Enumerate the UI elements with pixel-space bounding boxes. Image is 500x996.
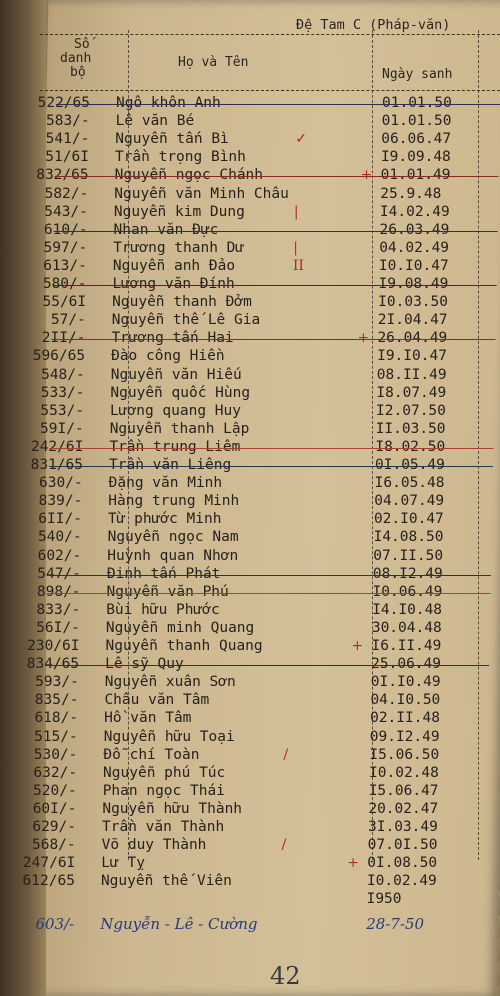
table-row — [0, 329, 495, 347]
student-name: Bùi hữu Phước — [106, 601, 220, 618]
table-row — [0, 890, 485, 908]
student-name: Nguyễn minh Quang — [105, 619, 255, 636]
registration-number: 596/65 — [32, 348, 86, 365]
registration-number: 632/- — [33, 764, 78, 781]
table-row — [0, 601, 490, 619]
birth-date: I8.07.49 — [376, 384, 447, 401]
student-name: Lê văn Bé — [115, 113, 195, 130]
header-bottom-rule — [40, 90, 500, 91]
birth-date: 04.07.49 — [374, 493, 445, 510]
student-name: Trần văn Thành — [102, 819, 225, 835]
student-name: Nguyễn văn Hiếu — [110, 366, 242, 383]
student-name: Ngô khôn Anh — [116, 95, 221, 111]
registration-number: 242/6I — [30, 438, 84, 455]
birth-date: 04.02.49 — [379, 239, 450, 256]
header-top-rule — [40, 34, 500, 35]
table-row — [0, 528, 492, 546]
registration-number: 898/- — [36, 583, 81, 600]
birth-date: 08.II.49 — [376, 366, 447, 383]
student-name: Nguyễn văn Minh Châu — [114, 185, 289, 202]
table-row — [0, 637, 490, 655]
registration-number: 613/- — [43, 257, 87, 274]
table-row — [0, 275, 497, 293]
table-row — [0, 130, 499, 148]
student-name: Nguyễn tấn Bì — [115, 131, 229, 148]
table-row — [0, 148, 499, 166]
student-name: Lê sỹ Quy — [105, 656, 184, 673]
registration-number: 834/65 — [26, 656, 80, 673]
registration-number: 530/- — [33, 746, 78, 763]
birth-date: 02.I0.47 — [373, 511, 444, 528]
registration-number: 580/- — [42, 276, 87, 292]
birth-date: 01.01.49 — [380, 167, 451, 184]
table-row — [0, 728, 488, 746]
birth-date: 07.0I.50 — [367, 837, 438, 854]
strike-through-line — [51, 339, 495, 340]
table-row — [0, 203, 498, 221]
registration-number: 533/- — [40, 384, 85, 401]
birth-date: 09.I2.49 — [369, 728, 440, 745]
student-name: Châu văn Tâm — [104, 692, 210, 709]
student-name: Trần văn Liêng — [109, 457, 232, 473]
birth-date: 26.03.49 — [379, 221, 450, 238]
birth-date: I0.03.50 — [378, 294, 448, 311]
table-row — [0, 221, 498, 239]
strike-through-line — [56, 104, 500, 105]
registration-number: 230/6I — [27, 638, 80, 654]
birth-date: 25.06.49 — [371, 656, 441, 673]
student-name: Lương quang Huy — [110, 402, 242, 419]
student-name: Huỳnh quan Nhơn — [107, 547, 239, 564]
student-name: Lư Tỵ — [101, 855, 145, 872]
birth-date: 0I.I0.49 — [370, 674, 441, 691]
birth-date: I6.05.48 — [374, 475, 445, 492]
class-title: Đệ Tam C (Pháp-văn) — [296, 17, 451, 33]
table-row — [0, 782, 487, 800]
header-bo: bộ — [70, 65, 86, 80]
table-row — [0, 565, 491, 583]
birth-date: I4.I0.48 — [372, 601, 443, 618]
table-row — [0, 185, 498, 203]
registration-number: 57/- — [50, 312, 86, 329]
student-name: Nguyễn hữu Thành — [102, 800, 243, 817]
table-row — [0, 94, 500, 112]
table-row — [0, 402, 494, 420]
table-row — [0, 257, 497, 275]
strike-through-line — [49, 466, 493, 467]
student-name: Đào công Hiền — [111, 348, 225, 365]
registration-number: 515/- — [34, 728, 78, 745]
registration-number: 59I/- — [40, 420, 84, 437]
student-name: Trần trọng Bình — [114, 149, 246, 166]
birth-date: 2I.04.47 — [377, 312, 448, 329]
strike-through-line — [54, 231, 498, 232]
registration-number: 543/- — [44, 203, 88, 220]
table-row — [0, 800, 486, 818]
table-row — [0, 474, 493, 492]
red-check-mark: / — [283, 746, 289, 763]
birth-date: 3I.03.49 — [368, 819, 438, 835]
birth-date: I0.06.49 — [372, 583, 443, 600]
table-row — [0, 583, 491, 601]
birth-date: I6.II.49 — [371, 638, 442, 654]
birth-date: 04.I0.50 — [370, 692, 441, 709]
strike-through-line — [47, 575, 491, 576]
red-check-mark: ✓ — [295, 131, 308, 148]
registration-number: 540/- — [37, 529, 82, 546]
table-row — [0, 836, 486, 854]
table-row — [0, 239, 497, 257]
student-name: Nguyễn kim Dung — [113, 203, 245, 220]
birth-date: I0.02.48 — [369, 764, 439, 781]
student-name: Nguyễn anh Đảo — [112, 257, 236, 274]
table-row — [0, 366, 495, 384]
birth-date: II.03.50 — [375, 420, 446, 437]
student-name: Trương thanh Dư — [113, 239, 245, 256]
registration-number: 568/- — [31, 837, 76, 854]
registration-number: 603/- — [35, 914, 75, 933]
birth-date: 26.04.49 — [377, 330, 448, 347]
table-row — [0, 112, 500, 130]
registration-number: 831/65 — [30, 457, 83, 473]
red-plus-mark: + — [351, 638, 364, 654]
birth-date: 20.02.47 — [368, 800, 439, 817]
student-name: Nguyễn thanh Lập — [109, 420, 250, 437]
registration-number: 630/- — [38, 475, 83, 492]
birth-date: 25.9.48 — [380, 185, 442, 202]
registration-number: 56I/- — [36, 619, 80, 636]
birth-date: 02.II.48 — [370, 710, 440, 727]
registration-number: 597/- — [43, 239, 88, 256]
birth-date: 01.01.50 — [381, 113, 452, 130]
table-row — [0, 438, 493, 456]
birth-date: 06.06.47 — [381, 131, 452, 148]
table-row — [0, 510, 492, 528]
birth-date: I9.I0.47 — [377, 348, 447, 365]
red-check-mark: / — [281, 837, 287, 854]
table-row — [0, 818, 486, 836]
table-row — [0, 655, 489, 673]
table-row — [0, 915, 484, 933]
table-row — [0, 293, 496, 311]
table-row — [0, 384, 494, 402]
student-name: Nguyễn quốc Hùng — [110, 384, 251, 401]
birth-date: I4.08.50 — [373, 529, 444, 546]
table-row — [0, 691, 488, 709]
registration-number: 2II/- — [41, 330, 86, 347]
student-name: Phan ngọc Thái — [102, 782, 225, 799]
registration-number: 583/- — [45, 113, 90, 130]
red-check-mark: II — [292, 257, 304, 274]
registration-number: 51/6I — [45, 149, 89, 166]
birth-date: 08.I2.49 — [372, 565, 443, 582]
registration-number: 582/- — [44, 185, 89, 202]
student-name: Nguyễn ngọc Chánh — [114, 167, 264, 184]
birth-date: I0.02.49 — [366, 873, 437, 890]
registration-number: 602/- — [37, 547, 82, 564]
table-row — [0, 456, 493, 474]
birth-date: I5.06.47 — [368, 782, 439, 799]
registration-number: 593/- — [35, 674, 79, 691]
student-name: Nguyễn thế Viên — [100, 873, 232, 890]
student-name: Nguyễn văn Phú — [106, 583, 229, 600]
table-row — [0, 347, 495, 365]
registration-number: 612/65 — [22, 873, 75, 890]
table-row — [0, 492, 492, 510]
table-row — [0, 746, 487, 764]
red-plus-mark: + — [347, 855, 360, 872]
table-row — [0, 311, 496, 329]
student-name: Hàng trung Minh — [108, 493, 240, 510]
table-row — [0, 166, 499, 184]
student-name: Đặng văn Minh — [108, 475, 223, 492]
registration-number: 610/- — [43, 221, 88, 238]
birth-date: I0.I0.47 — [378, 257, 449, 274]
birth-date: I4.02.49 — [379, 203, 450, 220]
strike-through-line — [45, 665, 489, 666]
student-name: Võ duy Thành — [101, 837, 207, 854]
table-row — [0, 420, 494, 438]
student-name: Đỗ chí Toàn — [103, 746, 200, 763]
registration-number: 522/65 — [37, 95, 90, 111]
student-name: Lương văn Đính — [112, 276, 235, 292]
birth-date: 07.II.50 — [373, 547, 444, 564]
birth-date: 0I.05.49 — [375, 457, 445, 473]
student-name: Nguyễn hữu Toại — [103, 728, 235, 745]
table-row — [0, 619, 490, 637]
registration-number: 547/- — [37, 565, 81, 582]
birth-date: 01.01.50 — [382, 95, 452, 111]
table-row — [0, 709, 488, 727]
registration-number: 520/- — [33, 782, 77, 799]
student-name: Nguyễn phú Túc — [103, 764, 226, 781]
header-so: Số — [74, 37, 90, 52]
registration-number: 839/- — [38, 493, 83, 510]
red-check-mark: | — [293, 203, 299, 220]
strike-through-line — [49, 448, 493, 449]
header-dob: Ngày sanh — [382, 67, 453, 82]
student-name: Từ phước Minh — [107, 511, 222, 528]
table-row — [0, 764, 487, 782]
registration-number: 60I/- — [32, 800, 77, 817]
student-name: Nguyễn thanh Quang — [105, 638, 263, 654]
registration-number: 541/- — [45, 131, 90, 148]
birth-date: 28-7-50 — [366, 914, 425, 933]
student-name: Nguyễn ngọc Nam — [107, 529, 239, 546]
registration-number: 833/- — [36, 601, 81, 618]
student-name: Đinh tấn Phát — [106, 565, 221, 582]
header-danh: danh — [60, 51, 92, 66]
registration-number: 835/- — [34, 692, 79, 709]
birth-date: I950 — [366, 891, 402, 908]
registration-number: 629/- — [32, 819, 76, 835]
student-name: Nhan văn Đực — [113, 221, 219, 238]
birth-date: I9.08.49 — [378, 276, 449, 292]
table-row — [0, 673, 489, 691]
strike-through-line — [55, 176, 499, 177]
student-name: Hồ văn Tâm — [104, 710, 192, 727]
page-number: 42 — [270, 962, 301, 990]
student-name: Nguyễn thế Lê Gia — [111, 312, 261, 329]
student-name: Nguyễn - Lê - Cường — [100, 914, 258, 933]
student-name: Nguyễn thanh Đởm — [112, 294, 252, 311]
birth-date: I8.02.50 — [375, 438, 446, 455]
birth-date: I5.06.50 — [369, 746, 440, 763]
table-row — [0, 872, 485, 890]
red-check-mark: | — [293, 239, 298, 256]
registration-number: 6II/- — [38, 511, 82, 528]
red-plus-mark: + — [357, 330, 370, 347]
birth-date: 30.04.48 — [371, 619, 442, 636]
red-plus-mark: + — [360, 167, 373, 184]
table-row — [0, 547, 491, 565]
registration-number: 618/- — [34, 710, 79, 727]
strike-through-line — [53, 285, 497, 286]
registration-number: 553/- — [40, 402, 85, 419]
registration-number: 55/6I — [42, 294, 87, 311]
header-name: Họ và Tên — [178, 55, 249, 70]
birth-date: I9.09.48 — [380, 149, 451, 166]
registration-number: 548/- — [41, 366, 85, 383]
student-name: Trần trung Liêm — [109, 438, 241, 455]
table-row — [0, 854, 485, 872]
registration-number: 247/6I — [22, 855, 76, 872]
birth-date: 0I.08.50 — [367, 855, 438, 872]
student-name: Trương tấn Hai — [111, 330, 234, 347]
strike-through-line — [47, 593, 491, 594]
registration-number: 832/65 — [36, 167, 89, 184]
birth-date: I2.07.50 — [376, 402, 446, 419]
student-name: Nguyễn xuân Sơn — [104, 674, 236, 691]
